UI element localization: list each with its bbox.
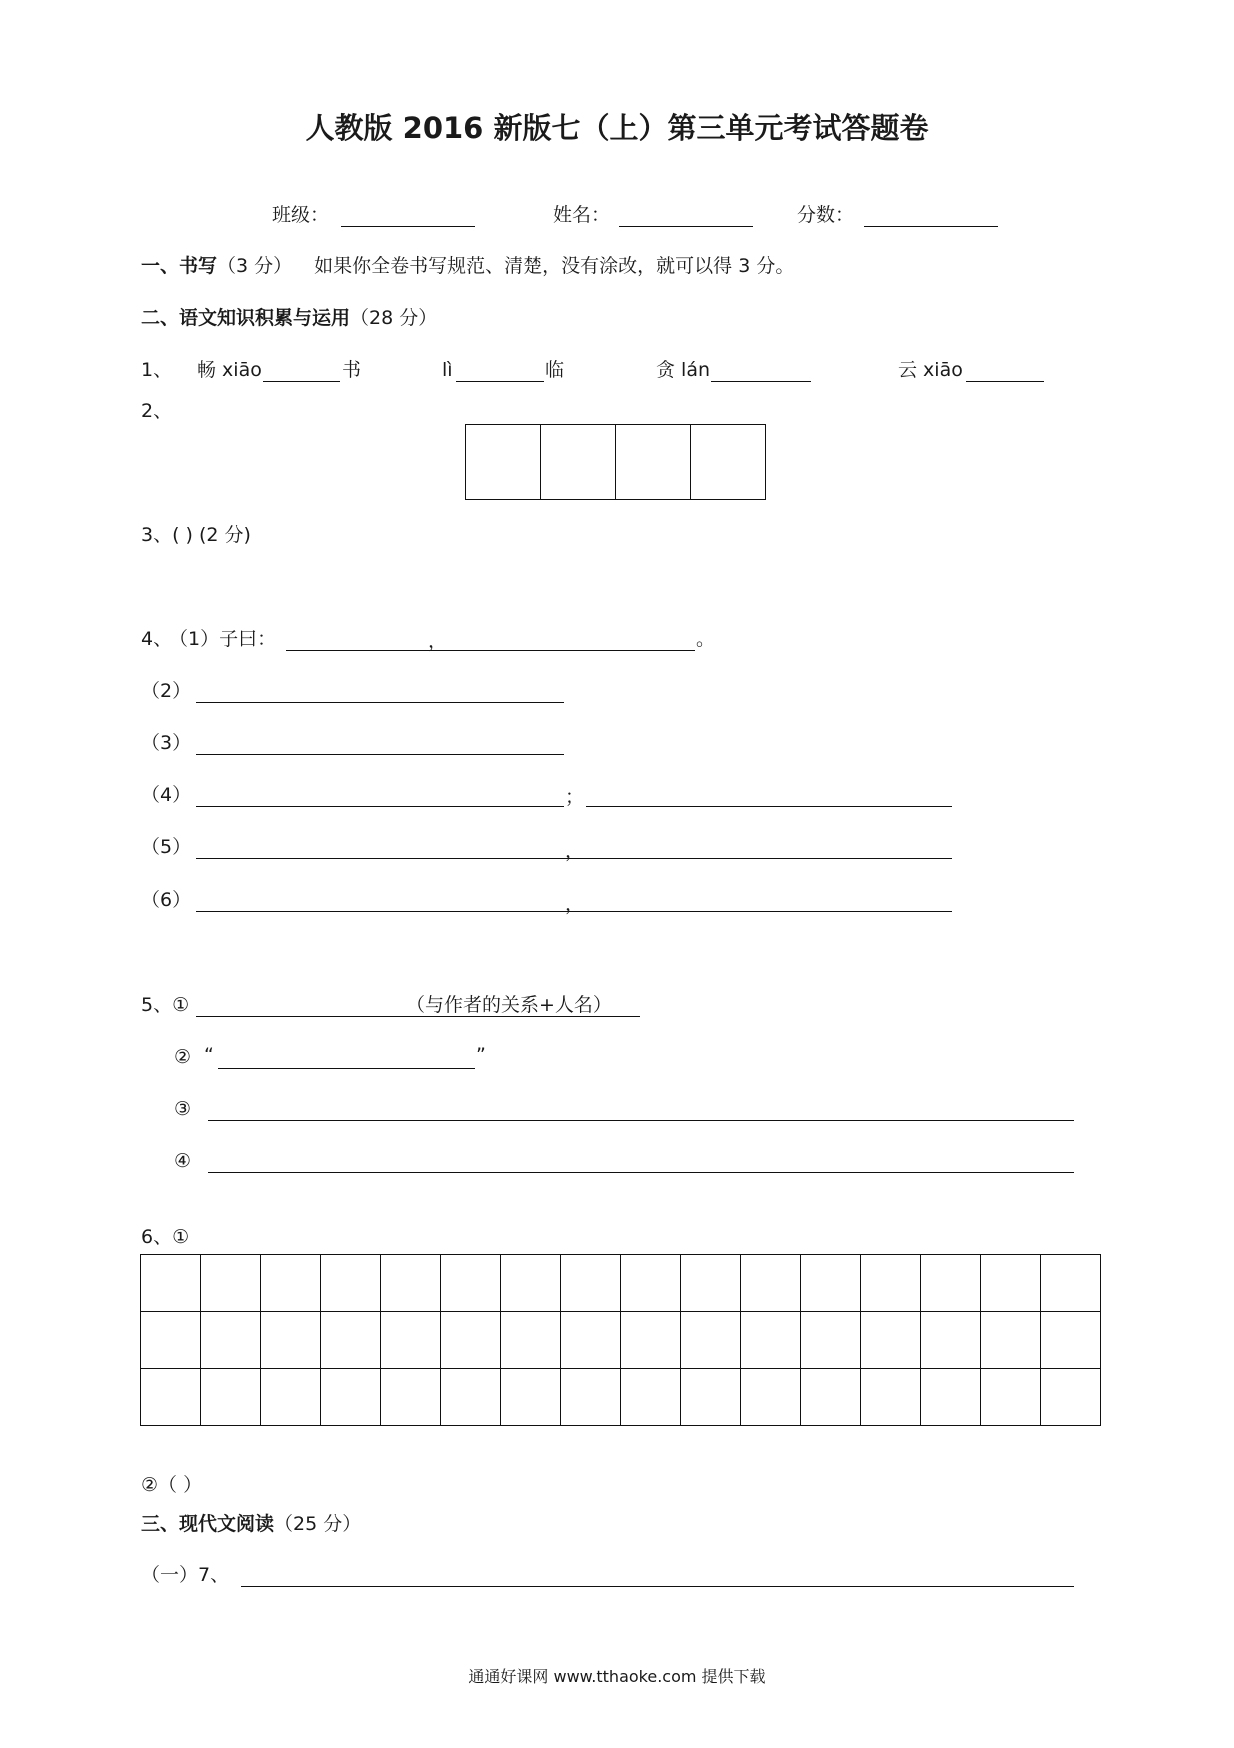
q1-item3-pre: 贪 lán bbox=[656, 359, 711, 381]
grid-cell[interactable] bbox=[201, 1312, 261, 1369]
q1-item4-blank[interactable] bbox=[966, 381, 1044, 382]
grid-cell[interactable] bbox=[261, 1255, 321, 1312]
grid-cell[interactable] bbox=[261, 1369, 321, 1426]
grid-cell[interactable] bbox=[801, 1369, 861, 1426]
section2-heading: 二、语文知识积累与运用 bbox=[141, 307, 351, 329]
grid-cell[interactable] bbox=[381, 1255, 441, 1312]
q4-sub3-blank[interactable] bbox=[196, 754, 564, 755]
grid-cell[interactable] bbox=[501, 1312, 561, 1369]
grid-cell[interactable] bbox=[501, 1255, 561, 1312]
grid-cell[interactable] bbox=[861, 1312, 921, 1369]
grid-cell[interactable] bbox=[201, 1369, 261, 1426]
grid-cell[interactable] bbox=[201, 1255, 261, 1312]
q5-hint: （与作者的关系+人名） bbox=[406, 994, 612, 1016]
grid-cell[interactable] bbox=[741, 1312, 801, 1369]
section1-heading: 一、书写 bbox=[141, 255, 218, 277]
grid-cell[interactable] bbox=[921, 1312, 981, 1369]
grid-cell[interactable] bbox=[921, 1255, 981, 1312]
q6-label: 6、① bbox=[141, 1226, 190, 1248]
class-field[interactable] bbox=[341, 226, 475, 227]
q5-item2-blank[interactable] bbox=[218, 1068, 475, 1069]
q1-item3-blank[interactable] bbox=[711, 381, 811, 382]
q5-item4-label: ④ bbox=[174, 1150, 192, 1172]
grid-cell[interactable] bbox=[861, 1369, 921, 1426]
grid-cell[interactable] bbox=[1041, 1255, 1101, 1312]
grid-cell[interactable] bbox=[621, 1369, 681, 1426]
section3-points: （25 分） bbox=[274, 1513, 362, 1535]
q4-sub5-label: （5） bbox=[141, 836, 192, 858]
q1-item2-post: 临 bbox=[545, 359, 565, 381]
q4-sub1-period: 。 bbox=[696, 628, 716, 650]
grid-cell[interactable] bbox=[501, 1369, 561, 1426]
q4-sub1-comma: ， bbox=[428, 630, 448, 652]
q1-item1-pre: 畅 xiāo bbox=[197, 359, 262, 381]
answer-box[interactable] bbox=[466, 425, 541, 500]
grid-cell[interactable] bbox=[981, 1255, 1041, 1312]
grid-cell[interactable] bbox=[381, 1369, 441, 1426]
grid-cell[interactable] bbox=[921, 1369, 981, 1426]
score-label: 分数： bbox=[797, 204, 855, 226]
name-label: 姓名： bbox=[553, 204, 611, 226]
q7-blank[interactable] bbox=[241, 1586, 1074, 1587]
class-label: 班级： bbox=[272, 204, 330, 226]
q5-item2-label: ② bbox=[174, 1046, 192, 1068]
grid-cell[interactable] bbox=[321, 1369, 381, 1426]
q4-sub3-label: （3） bbox=[141, 732, 192, 754]
answer-box[interactable] bbox=[541, 425, 616, 500]
q4-sub2-blank[interactable] bbox=[196, 702, 564, 703]
grid-cell[interactable] bbox=[981, 1369, 1041, 1426]
grid-cell[interactable] bbox=[681, 1369, 741, 1426]
q4-sub2-label: （2） bbox=[141, 680, 192, 702]
grid-cell[interactable] bbox=[441, 1369, 501, 1426]
grid-cell[interactable] bbox=[621, 1312, 681, 1369]
grid-cell[interactable] bbox=[1041, 1369, 1101, 1426]
q6-item2: ②（ ） bbox=[141, 1474, 203, 1496]
grid-cell[interactable] bbox=[1041, 1312, 1101, 1369]
grid-cell[interactable] bbox=[621, 1255, 681, 1312]
q5-item4-blank[interactable] bbox=[208, 1172, 1074, 1173]
section2-line bbox=[141, 306, 437, 330]
q1-item1-blank[interactable] bbox=[263, 381, 340, 382]
q5-close-quote: ” bbox=[476, 1044, 486, 1066]
grid-cell[interactable] bbox=[561, 1255, 621, 1312]
q5-item3-label: ③ bbox=[174, 1098, 192, 1120]
section2-points: （28 分） bbox=[350, 307, 438, 329]
grid-cell[interactable] bbox=[381, 1312, 441, 1369]
grid-cell[interactable] bbox=[681, 1312, 741, 1369]
page-title: 人教版 2016 新版七（上）第三单元考试答题卷 bbox=[305, 111, 929, 145]
q4-sub1-label: （1）子曰： bbox=[169, 628, 277, 650]
q1-item2-pre: lì bbox=[442, 359, 453, 381]
q4-sub1-blank[interactable] bbox=[286, 650, 695, 651]
score-field[interactable] bbox=[864, 226, 998, 227]
grid-cell[interactable] bbox=[861, 1255, 921, 1312]
grid-cell[interactable] bbox=[561, 1312, 621, 1369]
answer-box[interactable] bbox=[616, 425, 691, 500]
q7-label: （一）7、 bbox=[141, 1564, 230, 1586]
q1-item2-blank[interactable] bbox=[456, 381, 544, 382]
q4-sub4-blank-b[interactable] bbox=[586, 806, 952, 807]
grid-cell[interactable] bbox=[801, 1312, 861, 1369]
q4-sub4-blank-a[interactable] bbox=[196, 806, 564, 807]
section1-points: （3 分） bbox=[217, 255, 293, 277]
q4-sub5-comma: ， bbox=[565, 840, 585, 862]
grid-cell[interactable] bbox=[141, 1312, 201, 1369]
grid-cell[interactable] bbox=[441, 1255, 501, 1312]
q1-item1-post: 书 bbox=[342, 359, 362, 381]
grid-cell[interactable] bbox=[141, 1369, 201, 1426]
q4-sub4-semicolon: ； bbox=[565, 786, 585, 808]
grid-cell[interactable] bbox=[441, 1312, 501, 1369]
grid-cell[interactable] bbox=[981, 1312, 1041, 1369]
q5-open-quote: “ bbox=[204, 1044, 214, 1066]
grid-cell[interactable] bbox=[561, 1369, 621, 1426]
q1-item4-pre: 云 xiāo bbox=[898, 359, 963, 381]
q4-number: 4、 bbox=[141, 628, 173, 650]
section3-line bbox=[141, 1512, 361, 1536]
q5-item3-blank[interactable] bbox=[208, 1120, 1074, 1121]
section3-heading: 三、现代文阅读 bbox=[141, 1513, 275, 1535]
q2-answer-boxes bbox=[465, 424, 766, 500]
q6-writing-grid bbox=[140, 1254, 1101, 1426]
q3-text: 3、( ) (2 分) bbox=[141, 524, 251, 546]
q5-label: 5、① bbox=[141, 994, 190, 1016]
grid-cell[interactable] bbox=[801, 1255, 861, 1312]
q4-sub6-label: （6） bbox=[141, 889, 192, 911]
grid-cell[interactable] bbox=[321, 1312, 381, 1369]
q1-number: 1、 bbox=[141, 359, 173, 381]
grid-cell[interactable] bbox=[321, 1255, 381, 1312]
section1-line bbox=[141, 254, 794, 278]
grid-cell[interactable] bbox=[141, 1255, 201, 1312]
footer-credit: 通通好课网 www.tthaoke.com 提供下载 bbox=[468, 1667, 766, 1686]
grid-cell[interactable] bbox=[681, 1255, 741, 1312]
name-field[interactable] bbox=[619, 226, 753, 227]
q4-sub4-label: （4） bbox=[141, 784, 192, 806]
answer-box[interactable] bbox=[691, 425, 766, 500]
q2-number: 2、 bbox=[141, 400, 173, 422]
grid-cell[interactable] bbox=[741, 1255, 801, 1312]
grid-cell[interactable] bbox=[261, 1312, 321, 1369]
grid-cell[interactable] bbox=[741, 1369, 801, 1426]
q4-sub6-comma: ， bbox=[565, 893, 585, 915]
section1-note: 如果你全卷书写规范、清楚，没有涂改，就可以得 3 分。 bbox=[314, 255, 795, 277]
